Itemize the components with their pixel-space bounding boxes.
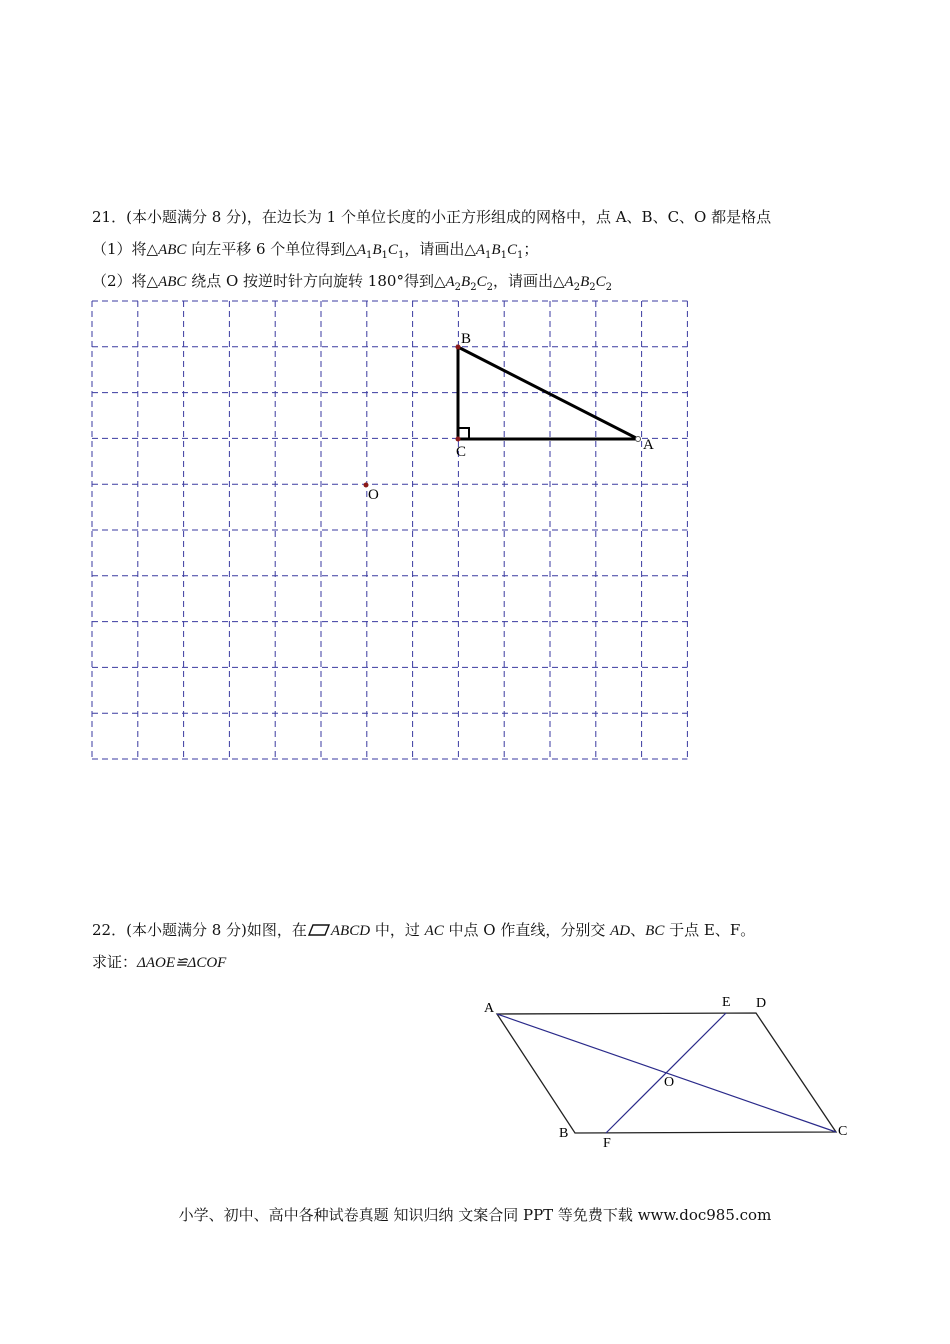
label-c: C bbox=[456, 444, 467, 460]
point-b bbox=[456, 345, 461, 350]
label-o: O bbox=[368, 487, 379, 503]
q21-title: 21．(本小题满分 8 分)，在边长为 1 个单位长度的小正方形组成的网格中，点 A、B、C、O 都是格点 bbox=[92, 208, 772, 226]
label-a: A bbox=[643, 437, 654, 453]
point-c bbox=[456, 437, 461, 442]
q21-part1: （1）将△ABC 向左平移 6 个单位得到$\triangle A_1B_1C_1$，请画出$\triangle A_1B_1C_1$； bbox=[92, 240, 539, 261]
grid-lines bbox=[92, 301, 687, 759]
point-a bbox=[636, 437, 641, 442]
line-ef bbox=[606, 1013, 726, 1133]
label-c2: C bbox=[838, 1124, 848, 1139]
page-footer: 小学、初中、高中各种试卷真题 知识归纳 文案合同 PPT 等免费下载 www.doc985.com bbox=[178, 1206, 772, 1224]
label-a2: A bbox=[484, 1001, 495, 1016]
label-d: D bbox=[756, 996, 767, 1011]
label-e: E bbox=[722, 995, 731, 1010]
q22-parallelogram-figure bbox=[470, 985, 870, 1155]
label-o2: O bbox=[664, 1075, 675, 1090]
label-b2: B bbox=[559, 1126, 569, 1141]
label-b: B bbox=[461, 331, 472, 347]
parallelogram-icon bbox=[308, 924, 330, 936]
label-f: F bbox=[603, 1136, 611, 1151]
q21-part2: （2）将△ABC 绕点 O 按逆时针方向旋转 180°得到$\triangle A_2B_2C_2$，请画出$\triangle A_2B_2C_2$ bbox=[92, 272, 612, 293]
q22-prove: 求证：ΔAOE≌ΔCOF bbox=[92, 953, 227, 971]
q22-title: 22．(本小题满分 8 分)如图，在 ABCD 中，过 AC 中点 O 作直线，分别交 AD、BC 于点 E、F。 bbox=[92, 921, 756, 939]
